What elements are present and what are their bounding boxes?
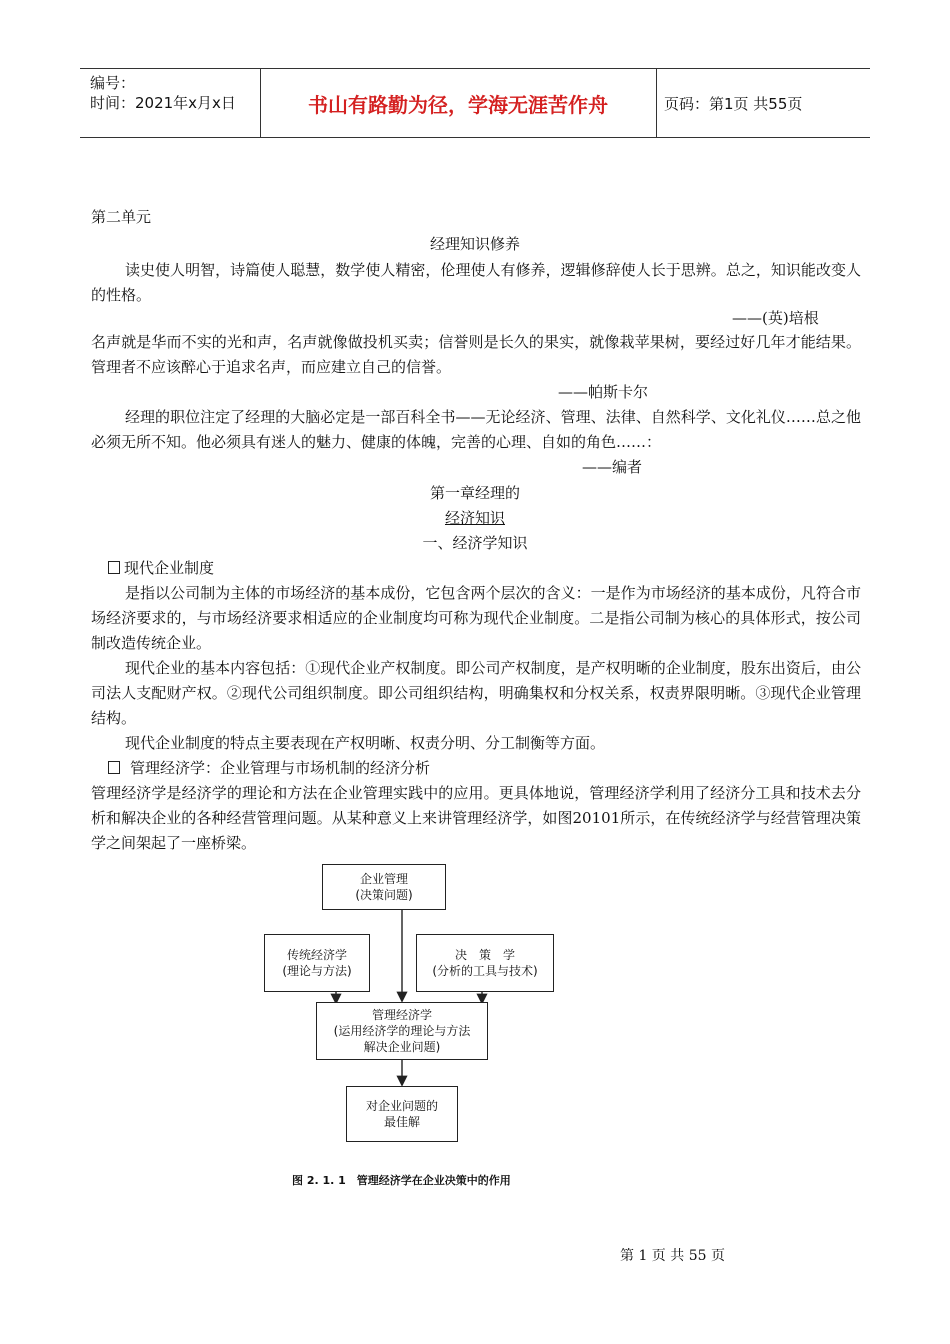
chapter-subtitle: 经济知识 [444, 509, 505, 527]
box-line: 决 策 学 [454, 948, 515, 962]
page-header [80, 68, 870, 138]
item-heading-managerial-economics [108, 756, 430, 780]
quote-pascal: 名声就是华而不实的光和声，名声就像做投机买卖；信誉则是长久的果实，就像栽苹果树，要经过好几年才能结果。管理者不应该醉心于追求名声，而应建立自己的信誉。 [91, 333, 861, 376]
box-line: (分析的工具与技术) [432, 964, 538, 978]
quote-bacon-author: ——(英)培根 [732, 309, 819, 327]
paragraph-managerial-economics: 管理经济学是经济学的理论和方法在企业管理实践中的应用。更具体地说，管理经济学利用了经济分工具和技术去分析和解决企业的各种经营管理问题。从某种意义上来讲管理经济学，如图20101所示，在传统经济学与经营管理决策学之间架起了一座桥梁。 [91, 784, 861, 852]
header-divider [260, 69, 261, 137]
box-line: 管理经济学 [371, 1008, 432, 1022]
quote-pascal-author: ——帕斯卡尔 [558, 383, 649, 401]
item-heading-text: 管理经济学：企业管理与市场机制的经济分析 [130, 759, 431, 777]
section-title: 经理知识修养 [429, 235, 520, 253]
quote-editor: 经理的职位注定了经理的大脑必定是一部百科全书——无论经济、管理、法律、自然科学、文化礼仪……总之他必须无所不知。他必须具有迷人的魅力、健康的体魄，完善的心理、自如的角色……： [91, 408, 861, 451]
chapter-title: 第一章经理的 [429, 484, 520, 502]
box-line: 解决企业问题) [363, 1040, 441, 1054]
page-footer: 第 1 页 共 55 页 [620, 1248, 725, 1264]
box-optimal-solution [346, 1086, 458, 1142]
header-page-info: 页码：第1页 共55页 [664, 94, 803, 113]
paragraph-features: 现代企业制度的特点主要表现在产权明晰、权责分明、分工制衡等方面。 [125, 734, 606, 752]
box-line: (决策问题) [355, 888, 413, 902]
item-heading-modern-enterprise [108, 556, 214, 580]
checkbox-bullet-icon [108, 761, 120, 774]
flow-diagram [260, 858, 560, 1148]
quote-bacon: 读史使人明智，诗篇使人聪慧，数学使人精密，伦理使人有修养，逻辑修辞使人长于思辨。总之，知识能改变人的性格。 [91, 261, 861, 304]
box-line: 传统经济学 [286, 948, 347, 962]
section-heading: 一、经济学知识 [422, 534, 528, 552]
box-traditional-economics [264, 934, 370, 992]
figure-caption: 图 2. 1. 1 管理经济学在企业决策中的作用 [292, 1174, 511, 1187]
box-line: (运用经济学的理论与方法 [333, 1024, 471, 1038]
header-divider [656, 69, 657, 137]
box-decision-science [416, 934, 554, 992]
box-enterprise-management [322, 864, 446, 910]
header-time-label: 时间：2021年x月x日 [90, 94, 236, 112]
header-meta [90, 73, 236, 113]
quote-editor-author: ——编者 [582, 458, 643, 476]
header-number-label: 编号： [90, 74, 136, 92]
box-line: 企业管理 [359, 872, 408, 886]
header-motto: 书山有路勤为径，学海无涯苦作舟 [308, 92, 608, 117]
box-line: 对企业问题的 [365, 1099, 438, 1113]
unit-title: 第二单元 [91, 208, 152, 226]
paragraph-contents: 现代企业的基本内容包括：①现代企业产权制度。即公司产权制度，是产权明晰的企业制度，股东出资后，由公司法人支配财产权。②现代公司组织制度。即公司组织结构，明确集权和分权关系，权责界限明晰。③现代企业管理结构。 [91, 659, 861, 727]
box-line: 最佳解 [383, 1115, 420, 1129]
box-line: (理论与方法) [282, 964, 352, 978]
box-managerial-economics [316, 1002, 488, 1060]
checkbox-bullet-icon [108, 561, 120, 574]
item-heading-text: 现代企业制度 [124, 559, 215, 577]
paragraph-definition: 是指以公司制为主体的市场经济的基本成份，它包含两个层次的含义：一是作为市场经济的基本成份，凡符合市场经济要求的，与市场经济要求相适应的企业制度均可称为现代企业制度。二是指公司制为核心的具体形式，按公司制改造传统企业。 [91, 584, 861, 652]
